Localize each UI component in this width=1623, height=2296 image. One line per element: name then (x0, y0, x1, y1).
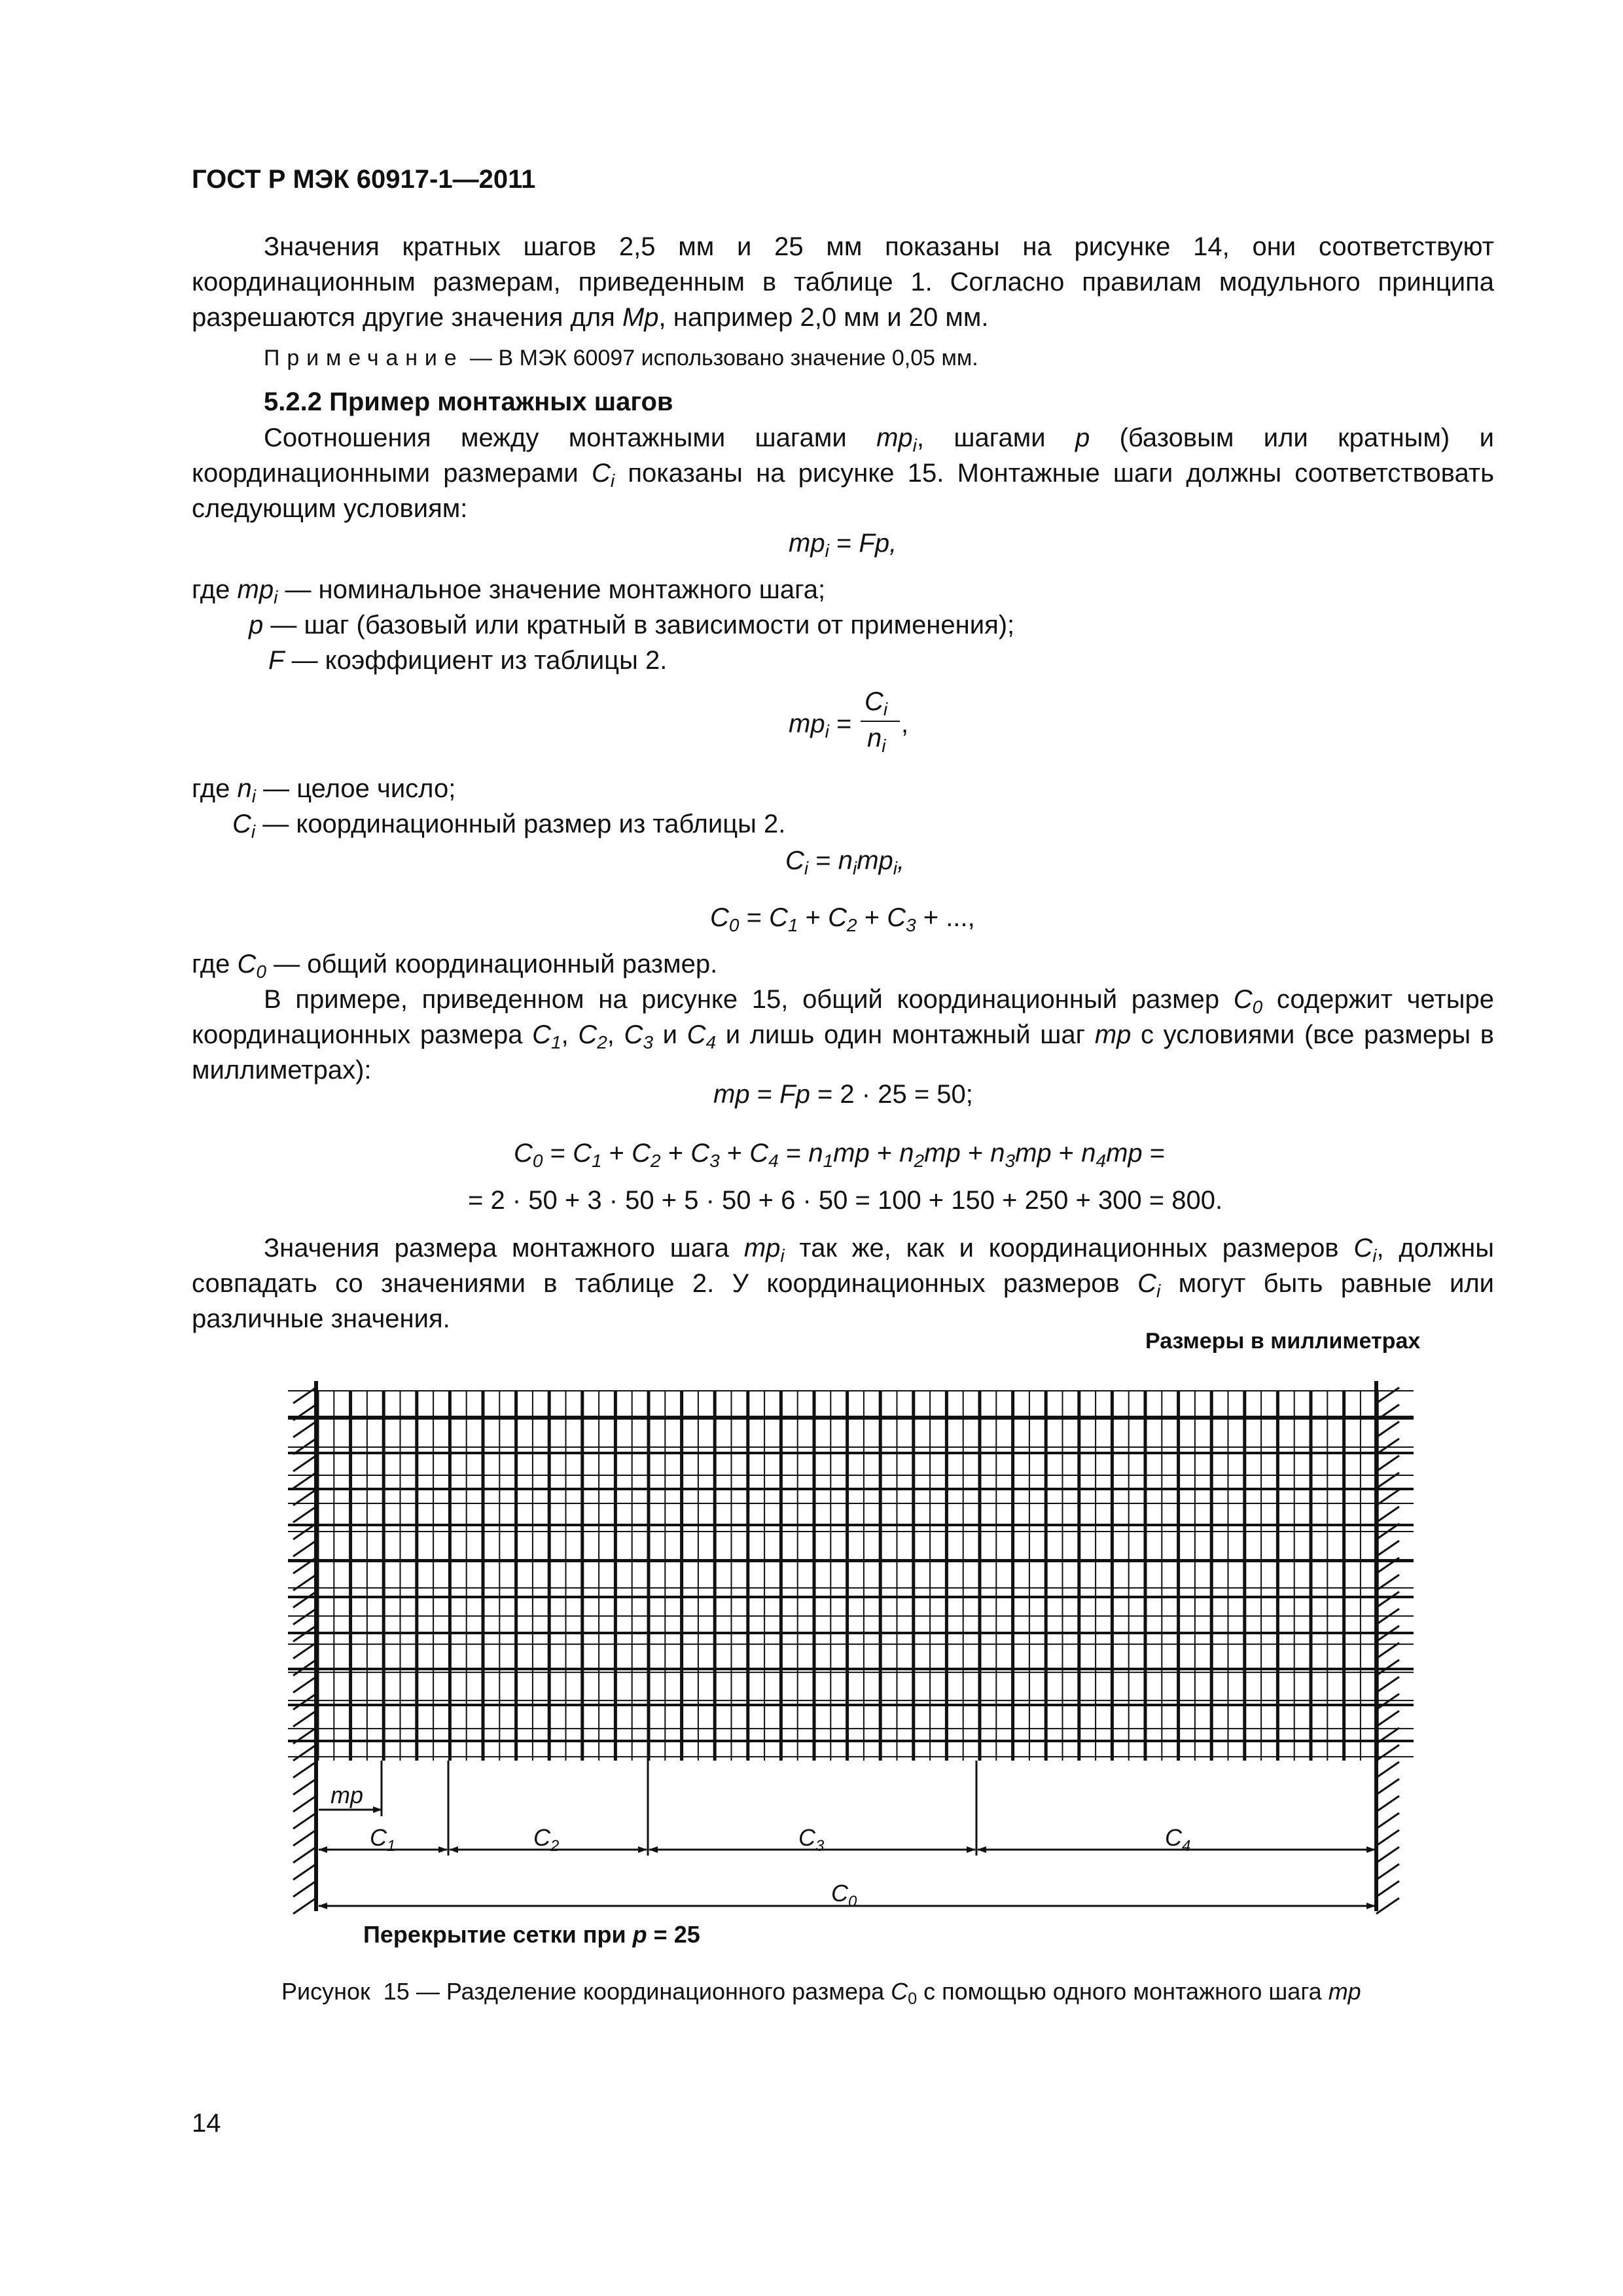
formula-c0-numbers: = 2 · 50 + 3 · 50 + 5 · 50 + 6 · 50 = 100 + 150 + 250 + 300 = 800. (468, 1186, 1223, 1215)
sym-ci: $C_i$ (592, 459, 615, 491)
hatch-right (1376, 1779, 1399, 1795)
formula-c0-sum: $C_0 = C_1 + C_2 + C_3 + C_4 = n_1mp + n_2mp + n_3mp + n_4mp$ = (514, 1139, 1166, 1171)
example-paragraph: В примере, приведенном на рисунке 15, общий координационный размер $C_0$ содержит четыре координационных размера $C_1$, $C_2$, $C_3$ и $C_4$ и лишь один монтажный шаг mp с условиями (все размеры в миллиметрах): (192, 985, 1494, 1085)
page-number: 14 (192, 2109, 221, 2138)
units-note: Размеры в миллиметрах (1145, 1329, 1421, 1354)
formula-ci: $C_i = n_imp_i$, (785, 846, 905, 878)
hatch-right (1376, 1592, 1399, 1607)
hatch-right (1376, 1507, 1399, 1522)
hatch-right (1376, 1847, 1399, 1863)
hatch-right (1376, 1881, 1399, 1897)
hatch-left (293, 1592, 316, 1607)
figure-caption: Рисунок 15 — Разделение координационного размера $C_0$ с помощью одного монтажного шага mp (281, 1978, 1361, 2009)
hatch-left (293, 1864, 316, 1880)
hatch-right (1376, 1388, 1399, 1403)
hatch-left (293, 1711, 316, 1727)
hatch-right (1376, 1643, 1399, 1659)
intro-text: Значения кратных шагов 2,5 мм и 25 мм показаны на рисунке 14, они соответствуют координационным размерам, приведенным в таблице 1. Согласно правилам модульного принципа разрешаются другие значения для (192, 232, 1494, 332)
formula-mpi-fraction: $mp_i$ = $C_i$ $n_i$ , (789, 687, 909, 756)
hatch-left (293, 1456, 316, 1471)
section-para-b: , шагами (916, 423, 1075, 452)
intro-tail: , например 2,0 мм и 20 мм. (658, 303, 989, 332)
label-c3: $C_3$ (798, 1824, 825, 1855)
hatch-right (1376, 1864, 1399, 1880)
hatch-right (1376, 1694, 1399, 1710)
hatch-right (1376, 1830, 1399, 1846)
hatch-right (1376, 1422, 1399, 1437)
sym-mpi: $mp_i$ (876, 423, 917, 456)
hatch-left (293, 1677, 316, 1693)
where-F: F — коэффициент из таблицы 2. (268, 646, 668, 675)
hatch-left (293, 1813, 316, 1829)
where-n: где $n_i$ — целое число; (192, 774, 456, 806)
final-paragraph: Значения размера монтажного шага $mp_i$ так же, как и координационных размеров $C_i$, должны совпадать со значениями в таблице 2. У координационных размеров $C_i$ могут быть равные или различные значения. (192, 1234, 1495, 1333)
label-c2: $C_2$ (533, 1824, 560, 1855)
formula-mpi-fp: $mp_i = Fp$, (789, 529, 897, 561)
hatch-left (293, 1881, 316, 1897)
note-text: — В МЭК 60097 использовано значение 0,05 мм. (463, 346, 978, 370)
hatch-right (1376, 1677, 1399, 1693)
hatch-left (293, 1762, 316, 1778)
where-p: p — шаг (базовый или кратный в зависимости от применения); (249, 611, 1015, 639)
hatch-right (1376, 1813, 1399, 1829)
hatch-left (293, 1745, 316, 1761)
hatch-left (293, 1779, 316, 1795)
sym-p: p (1075, 423, 1090, 452)
overlap-label: Перекрытие сетки при p = 25 (363, 1921, 700, 1948)
hatch-right (1376, 1762, 1399, 1778)
intro-mp: Mp (622, 303, 659, 332)
hatch-right (1376, 1541, 1399, 1556)
hatch-right (1376, 1711, 1399, 1727)
hatch-left (293, 1847, 316, 1863)
formula-c0: $C_0 = C_1 + C_2 + C_3$ + ..., (710, 903, 975, 935)
document-header: ГОСТ Р МЭК 60917-1—2011 (192, 165, 536, 194)
section-para-d: показаны на рисунке 15. Монтажные шаги должны соответствовать следующим условиям: (192, 459, 1494, 523)
hatch-right (1376, 1745, 1399, 1761)
hatch-left (293, 1388, 316, 1403)
hatch-right (1376, 1456, 1399, 1471)
section-para-c: (базовым или кратным) и координационными размерами (192, 423, 1494, 488)
where-C0: где $C_0$ — общий координационный размер. (192, 950, 718, 982)
label-mp: mp (330, 1782, 364, 1808)
hatch-left (293, 1898, 316, 1914)
label-c4: $C_4$ (1165, 1824, 1191, 1855)
hatch-left (293, 1830, 316, 1846)
hatch-left (293, 1422, 316, 1437)
hatch-left (293, 1507, 316, 1522)
hatch-left (293, 1643, 316, 1659)
hatch-left (293, 1694, 316, 1710)
hatch-right (1376, 1796, 1399, 1812)
formula-mp-fp: mp = Fp = 2 · 25 = 50; (713, 1080, 973, 1109)
where-C: $C_i$ — координационный размер из таблицы 2. (232, 810, 786, 842)
section-para-a: Соотношения между монтажными шагами (264, 423, 877, 452)
hatch-right (1376, 1898, 1399, 1914)
label-c1: $C_1$ (370, 1824, 396, 1855)
where-mp: где $mp_i$ — номинальное значение монтажного шага; (192, 575, 826, 607)
section-title: 5.2.2 Пример монтажных шагов (264, 387, 673, 416)
hatch-left (293, 1541, 316, 1556)
hatch-left (293, 1796, 316, 1812)
note-label: Примечание (264, 346, 464, 370)
label-c0: $C_0$ (831, 1880, 857, 1910)
